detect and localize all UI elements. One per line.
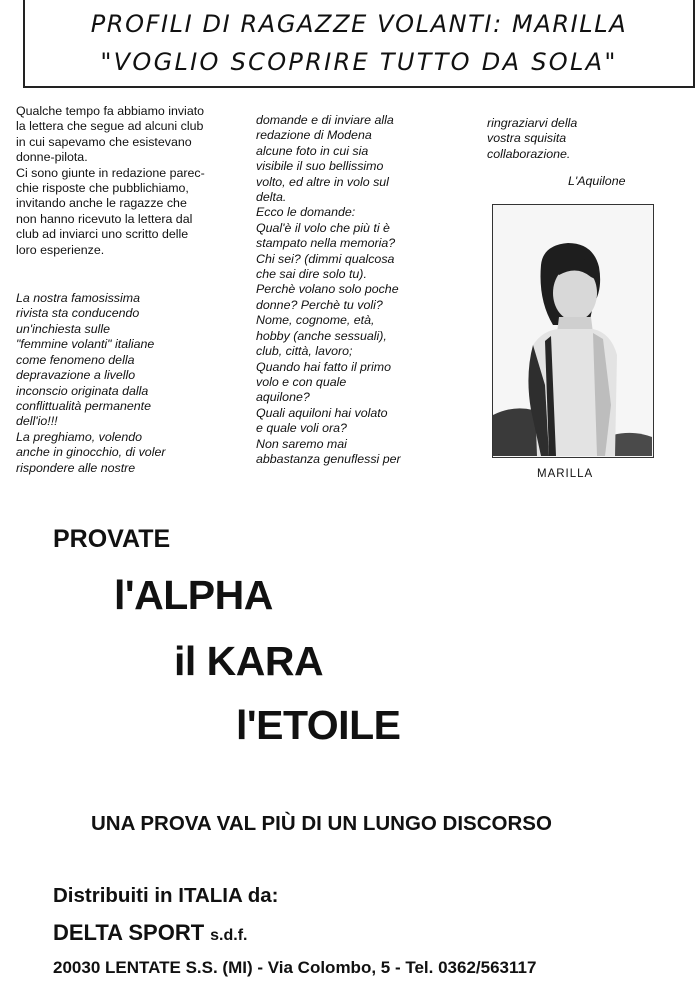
text-line: "femmine volanti" italiane (16, 337, 155, 352)
company-suffix: s.d.f. (210, 927, 248, 944)
text-line: la lettera che segue ad alcuni club (16, 119, 204, 134)
text-line: e quale voli ora? (256, 421, 347, 436)
portrait-illustration (493, 205, 652, 456)
text-line: un'inchiesta sulle (16, 321, 110, 336)
ad-distributor-label: Distribuiti in ITALIA da: (53, 884, 279, 907)
text-line: Quali aquiloni hai volato (256, 405, 388, 420)
text-line: delta. (256, 190, 287, 205)
text-line: abbastanza genuflessi per (256, 451, 401, 466)
headline: PROFILI DI RAGAZZE VOLANTI: MARILLA (90, 10, 628, 38)
ad-product-etoile: l'ETOILE (236, 702, 401, 748)
text-line: come fenomeno della (16, 352, 135, 367)
article-column-2 (256, 113, 456, 467)
text-line: anche in ginocchio, di voler (16, 445, 166, 460)
text-line: aquilone? (256, 390, 310, 405)
company-name: DELTA SPORT (53, 920, 205, 945)
text-line: redazione di Modena (256, 128, 372, 143)
article-column-3 (487, 116, 677, 162)
text-line: donne? Perchè tu voli? (256, 297, 383, 312)
subheadline: "VOGLIO SCOPRIRE TUTTO DA SOLA" (100, 48, 618, 76)
text-line: chie risposte che pubblichiamo, (16, 181, 189, 196)
text-line: Nome, cognome, età, (256, 313, 375, 328)
ad-product-alpha: l'ALPHA (114, 572, 273, 618)
text-line: stampato nella memoria? (256, 236, 396, 251)
text-line: La nostra famosissima (16, 291, 140, 306)
letter-paragraph (16, 291, 239, 476)
text-line: volo e con quale (256, 374, 347, 389)
text-line: Qualche tempo fa abbiamo inviato (16, 104, 205, 118)
text-line: volto, ed altre in volo sul (256, 174, 389, 189)
article-column-1 (16, 104, 239, 476)
text-line: Qual'è il volo che più ti è (256, 220, 390, 235)
text-line: collaborazione. (487, 146, 571, 161)
text-line: Ci sono giunte in redazione parec- (16, 165, 205, 180)
text-line: ringraziarvi della (487, 116, 578, 130)
text-line: club ad inviarci uno scritto delle (16, 227, 189, 242)
text-line: che sai dire solo tu). (256, 267, 367, 282)
ad-slogan: UNA PROVA VAL PIÙ DI UN LUNGO DISCORSO (91, 812, 552, 835)
text-line: loro esperienze. (16, 242, 105, 257)
text-line: rispondere alle nostre (16, 460, 136, 475)
ad-provate: PROVATE (53, 525, 171, 553)
photo-caption: MARILLA (537, 468, 594, 480)
text-line: La preghiamo, volendo (16, 429, 143, 444)
text-line: visibile il suo bellissimo (256, 159, 384, 174)
text-line: vostra squisita (487, 131, 567, 146)
text-line: invitando anche le ragazze che (16, 196, 187, 211)
text-line: inconscio originata dalla (16, 383, 149, 398)
ad-address: 20030 LENTATE S.S. (MI) - Via Colombo, 5 - Tel. 0362/563117 (53, 958, 537, 977)
text-line: hobby (anche sessuali), (256, 328, 387, 343)
ad-company (53, 920, 248, 946)
text-line: alcune foto in cui sia (256, 143, 369, 158)
signature: L'Aquilone (568, 174, 626, 188)
text-line: club, città, lavoro; (256, 344, 353, 359)
text-line: non hanno ricevuto la lettera dal (16, 211, 193, 226)
text-line: domande e di inviare alla (256, 113, 394, 127)
text-line: dell'io!!! (16, 414, 58, 429)
text-line: depravazione a livello (16, 368, 136, 383)
text-line: Chi sei? (dimmi qualcosa (256, 251, 395, 266)
title-box (23, 0, 695, 88)
intro-paragraph (16, 104, 239, 258)
text-line: rivista sta conducendo (16, 306, 140, 321)
text-line: Non saremo mai (256, 436, 347, 451)
text-line: in cui sapevamo che esistevano (16, 134, 192, 149)
ad-product-kara: il KARA (174, 638, 324, 684)
text-line: Perchè volano solo poche (256, 282, 399, 297)
text-line: donne-pilota. (16, 150, 88, 165)
portrait-photo (492, 204, 654, 458)
text-line: conflittualità permanente (16, 398, 152, 413)
text-line: Ecco le domande: (256, 205, 356, 220)
text-line: Quando hai fatto il primo (256, 359, 391, 374)
